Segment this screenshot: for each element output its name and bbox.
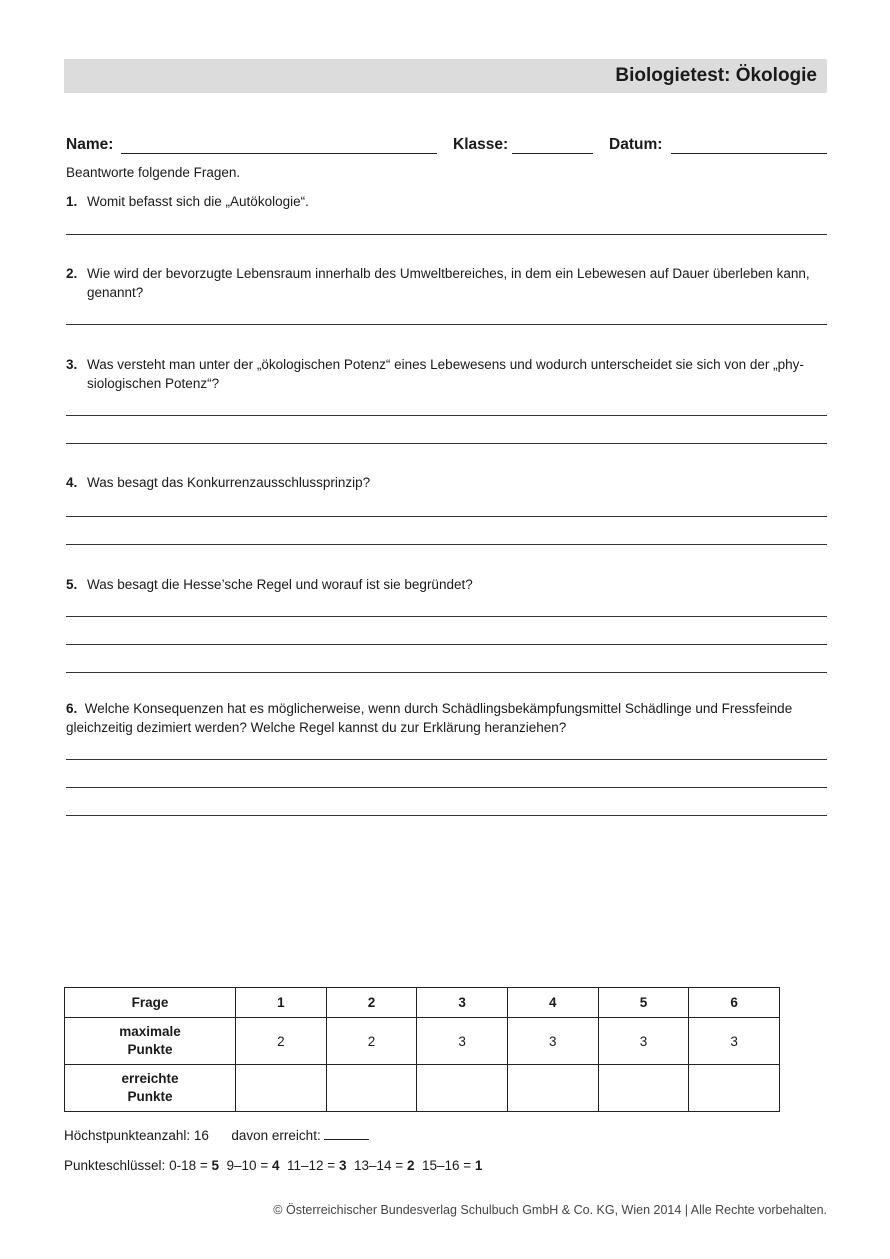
question-number: 3.: [66, 357, 78, 372]
achieved-total-field[interactable]: [324, 1127, 369, 1140]
table-header-cell: Frage: [65, 988, 236, 1018]
table-cell: 3: [507, 1018, 598, 1065]
table-header-row: [65, 988, 780, 1018]
table-row-achieved-points: [65, 1065, 780, 1112]
grade-value: 2: [406, 1158, 415, 1173]
question-text: Wie wird der bevorzugte Lebensraum innerhalb des Umweltbereiches, in dem ein Lebewesen auf Dauer überleben kann, genannt?: [87, 266, 810, 300]
name-label: Name:: [66, 136, 114, 153]
question-text: Was besagt die Hesse’sche Regel und worauf ist sie begründet?: [87, 577, 473, 592]
table-row-max-points: [65, 1018, 780, 1065]
question-5: [66, 575, 826, 594]
question-text: Was versteht man unter der „ökologischen Potenz“ eines Lebewesens und wodurch unterscheidet sie sich von der „physiologischen Potenz“?: [87, 357, 804, 391]
answer-line[interactable]: [66, 516, 827, 517]
table-cell: 3: [689, 1018, 780, 1065]
table-header-cell: 5: [598, 988, 689, 1018]
header-bar: [64, 59, 827, 93]
answer-line[interactable]: [66, 672, 827, 673]
question-6: [66, 699, 826, 737]
question-text: Was besagt das Konkurrenzausschlussprinzip?: [87, 475, 371, 490]
question-1: [66, 192, 826, 211]
question-number: 6.: [66, 701, 78, 716]
achieved-input-cell[interactable]: [417, 1065, 508, 1112]
achieved-input-cell[interactable]: [507, 1065, 598, 1112]
answer-line[interactable]: [66, 415, 827, 416]
name-field[interactable]: [121, 153, 437, 154]
copyright-footer: © Österreichischer Bundesverlag Schulbuch GmbH & Co. KG, Wien 2014 | Alle Rechte vorbehalten.: [273, 1203, 827, 1217]
grade-value: 1: [474, 1158, 483, 1173]
question-4: [66, 473, 826, 492]
grade-range: 11–12 =: [287, 1158, 336, 1173]
grade-range: 13–14 =: [353, 1158, 404, 1173]
grading-key-label: Punkteschlüssel:: [64, 1158, 166, 1173]
date-label: Datum:: [609, 136, 663, 153]
grade-value: 4: [271, 1158, 280, 1173]
row-label-line: Punkte: [127, 1042, 173, 1057]
grade-range: 15–16 =: [421, 1158, 472, 1173]
answer-line[interactable]: [66, 815, 827, 816]
answer-line[interactable]: [66, 443, 827, 444]
table-row-label: [65, 1065, 236, 1112]
table-header-cell: 1: [236, 988, 327, 1018]
answer-line[interactable]: [66, 616, 827, 617]
question-number: 1.: [66, 194, 78, 209]
question-number: 4.: [66, 475, 78, 490]
table-cell: 2: [326, 1018, 417, 1065]
class-field[interactable]: [512, 153, 593, 154]
question-text: Womit befasst sich die „Autökologie“.: [87, 194, 309, 209]
answer-line[interactable]: [66, 234, 827, 235]
grade-range: 9–10 =: [226, 1158, 269, 1173]
question-text: Welche Konsequenzen hat es möglicherweise, wenn durch Schädlingsbekämpfungsmittel Schädlinge und Fressfeinde gleichzeitig dezimiert werden? Welche Regel kannst du zur Erklärung heranziehen?: [66, 701, 793, 735]
row-label-line: erreichte: [121, 1071, 179, 1086]
answer-line[interactable]: [66, 787, 827, 788]
table-cell: 3: [598, 1018, 689, 1065]
achieved-label: davon erreicht:: [231, 1128, 321, 1143]
instructions: Beantworte folgende Fragen.: [66, 165, 241, 180]
question-number: 5.: [66, 577, 78, 592]
answer-line[interactable]: [66, 759, 827, 760]
row-label-line: Punkte: [127, 1089, 173, 1104]
max-total: Höchstpunkteanzahl: 16: [64, 1128, 209, 1143]
achieved-input-cell[interactable]: [326, 1065, 417, 1112]
page-title: Biologietest: Ökologie: [615, 65, 817, 86]
answer-line[interactable]: [66, 644, 827, 645]
question-2: [66, 264, 811, 302]
question-3: [66, 355, 831, 393]
answer-line[interactable]: [66, 324, 827, 325]
row-label-line: maximale: [119, 1024, 181, 1039]
score-table: [64, 987, 780, 1112]
grading-key: [64, 1158, 482, 1173]
achieved-input-cell[interactable]: [598, 1065, 689, 1112]
table-header-cell: 2: [326, 988, 417, 1018]
table-cell: 2: [236, 1018, 327, 1065]
grade-value: 5: [211, 1158, 220, 1173]
grade-value: 3: [338, 1158, 347, 1173]
grade-range: 0-18 =: [169, 1158, 208, 1173]
table-cell: 3: [417, 1018, 508, 1065]
table-header-cell: 4: [507, 988, 598, 1018]
points-summary: [64, 1127, 369, 1143]
class-label: Klasse:: [453, 136, 509, 153]
achieved-input-cell[interactable]: [236, 1065, 327, 1112]
table-header-cell: 6: [689, 988, 780, 1018]
achieved-input-cell[interactable]: [689, 1065, 780, 1112]
date-field[interactable]: [671, 153, 827, 154]
table-header-cell: 3: [417, 988, 508, 1018]
question-number: 2.: [66, 266, 78, 281]
table-row-label: [65, 1018, 236, 1065]
answer-line[interactable]: [66, 544, 827, 545]
